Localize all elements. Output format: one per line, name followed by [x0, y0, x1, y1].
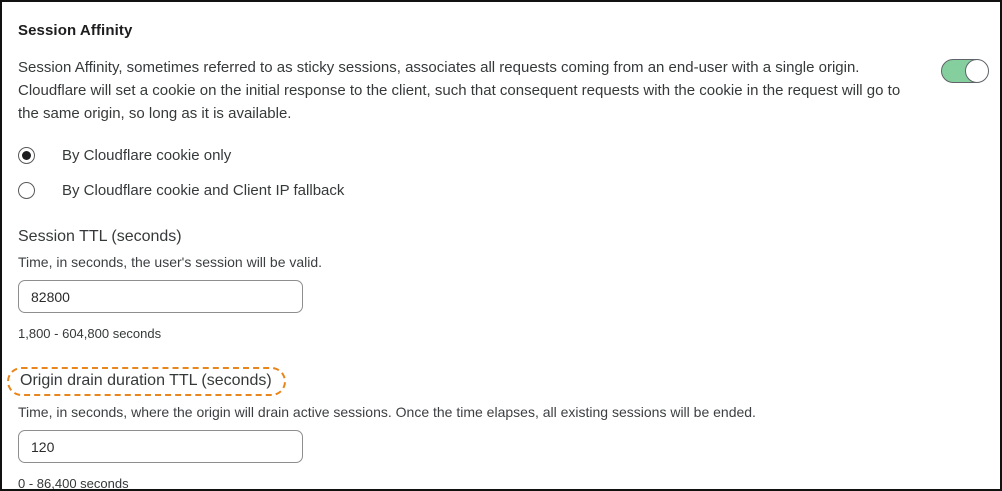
origin-drain-range-hint: 0 - 86,400 seconds — [18, 476, 129, 491]
radio-button-selected-icon[interactable] — [18, 147, 35, 164]
radio-label-cookie-ip-fallback: By Cloudflare cookie and Client IP fallback — [62, 181, 345, 199]
origin-drain-input[interactable] — [18, 430, 303, 463]
affinity-mode-radio-group — [18, 146, 984, 199]
session-ttl-section — [18, 228, 984, 341]
annotation-dashed-highlight — [7, 367, 286, 396]
radio-option-cookie-only[interactable] — [18, 146, 984, 164]
radio-dot — [22, 151, 31, 160]
origin-drain-help-text: Time, in seconds, where the origin will drain active sessions. Once the time elapses, all existing sessions will be ended. — [18, 404, 756, 420]
session-affinity-toggle[interactable] — [941, 59, 988, 83]
origin-drain-section — [18, 367, 984, 491]
origin-drain-label: Origin drain duration TTL (seconds) — [20, 372, 272, 389]
session-ttl-input[interactable] — [18, 280, 303, 313]
toggle-knob — [965, 59, 989, 83]
radio-button-unselected-icon[interactable] — [18, 182, 35, 199]
panel-content — [2, 2, 1000, 491]
radio-option-cookie-ip-fallback[interactable] — [18, 181, 984, 199]
session-ttl-range-hint: 1,800 - 604,800 seconds — [18, 326, 162, 341]
session-ttl-help-text: Time, in seconds, the user's session will be valid. — [18, 254, 323, 270]
radio-label-cookie-only: By Cloudflare cookie only — [62, 146, 232, 164]
session-affinity-description: Session Affinity, sometimes referred to as sticky sessions, associates all requests coming from an end-user with a single origin. Cloudflare will set a cookie on the initial response to the client, such that consequent requests with the cookie in the request will go to the same origin, so long as it is available. — [18, 59, 901, 122]
page-title: Session Affinity — [18, 22, 133, 39]
session-ttl-label: Session TTL (seconds) — [18, 228, 182, 245]
